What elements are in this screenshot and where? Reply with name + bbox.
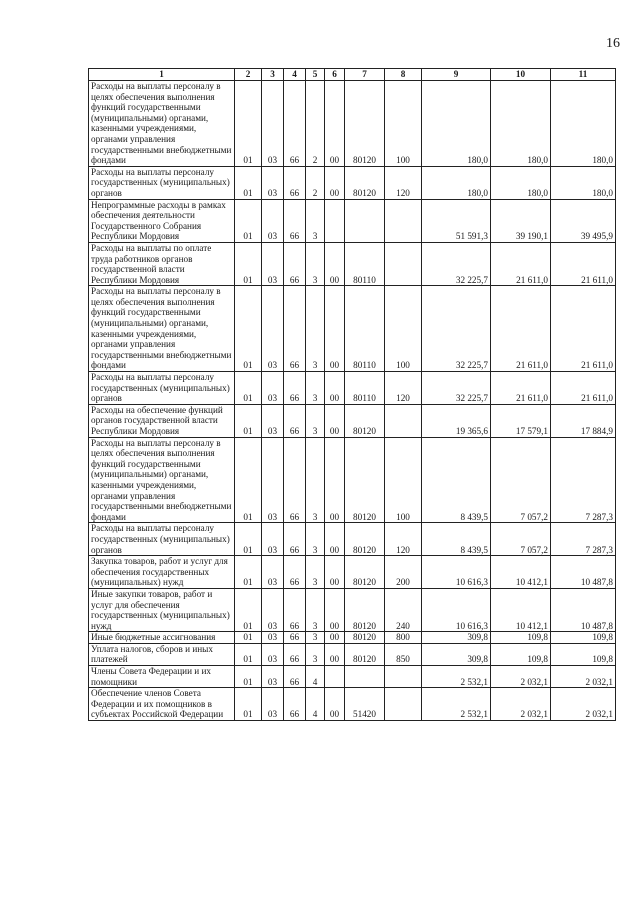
row-cell-c3: 03 — [262, 632, 284, 644]
row-cell-c8: 120 — [385, 372, 422, 405]
row-name-cell: Расходы на выплаты персоналу государственных (муниципальных) органов — [89, 372, 235, 405]
column-header-11: 11 — [551, 69, 616, 81]
row-cell-c2: 01 — [235, 242, 262, 285]
row-cell-c11: 10 487,8 — [551, 556, 616, 589]
row-cell-c4: 66 — [284, 523, 306, 556]
row-cell-c5: 3 — [306, 404, 325, 437]
row-cell-c9: 51 591,3 — [422, 199, 491, 242]
row-cell-c5: 3 — [306, 523, 325, 556]
row-cell-c3: 03 — [262, 666, 284, 688]
row-cell-c2: 01 — [235, 286, 262, 372]
row-cell-c7: 51420 — [345, 688, 385, 721]
row-cell-c10: 7 057,2 — [491, 437, 551, 523]
column-header-4: 4 — [284, 69, 306, 81]
row-cell-c10: 109,8 — [491, 632, 551, 644]
row-cell-c9: 10 616,3 — [422, 556, 491, 589]
row-cell-c2: 01 — [235, 556, 262, 589]
row-cell-c3: 03 — [262, 404, 284, 437]
row-cell-c6: 00 — [325, 688, 345, 721]
row-cell-c9: 32 225,7 — [422, 286, 491, 372]
row-cell-c4: 66 — [284, 242, 306, 285]
row-cell-c3: 03 — [262, 588, 284, 631]
row-cell-c3: 03 — [262, 372, 284, 405]
row-name-cell: Члены Совета Федерации и их помощники — [89, 666, 235, 688]
row-cell-c9: 309,8 — [422, 643, 491, 665]
row-name-cell: Непрограммные расходы в рамках обеспечения деятельности Государственного Собрания Республики Мордовия — [89, 199, 235, 242]
row-cell-c6: 00 — [325, 372, 345, 405]
table-row — [89, 404, 616, 437]
row-cell-c2: 01 — [235, 81, 262, 167]
row-cell-c5: 3 — [306, 588, 325, 631]
row-cell-c4: 66 — [284, 666, 306, 688]
row-cell-c10: 109,8 — [491, 643, 551, 665]
row-cell-c4: 66 — [284, 437, 306, 523]
row-cell-c7: 80120 — [345, 588, 385, 631]
row-cell-c4: 66 — [284, 286, 306, 372]
row-cell-c6: 00 — [325, 523, 345, 556]
row-cell-c10: 180,0 — [491, 166, 551, 199]
page-number: 16 — [606, 36, 620, 51]
row-cell-c9: 180,0 — [422, 81, 491, 167]
row-name-cell: Закупка товаров, работ и услуг для обеспечения государственных (муниципальных) нужд — [89, 556, 235, 589]
row-cell-c4: 66 — [284, 556, 306, 589]
row-cell-c11: 21 611,0 — [551, 372, 616, 405]
row-cell-c5: 4 — [306, 688, 325, 721]
row-cell-c10: 10 412,1 — [491, 556, 551, 589]
row-cell-c6: 00 — [325, 242, 345, 285]
row-cell-c3: 03 — [262, 81, 284, 167]
row-cell-c6: 00 — [325, 643, 345, 665]
row-name-cell: Расходы на выплаты персоналу в целях обеспечения выполнения функций государственными (муниципальными) органами, казенными учреждениями, органами управления государственными внебюджетными фондами — [89, 437, 235, 523]
column-header-7: 7 — [345, 69, 385, 81]
budget-table — [88, 68, 616, 721]
row-cell-c11: 2 032,1 — [551, 666, 616, 688]
row-cell-c11: 39 495,9 — [551, 199, 616, 242]
row-name-cell: Расходы на обеспечение функций органов государственной власти Республики Мордовия — [89, 404, 235, 437]
row-cell-c4: 66 — [284, 166, 306, 199]
table-row — [89, 688, 616, 721]
row-cell-c8: 100 — [385, 286, 422, 372]
row-cell-c7: 80120 — [345, 523, 385, 556]
row-cell-c8 — [385, 199, 422, 242]
row-cell-c4: 66 — [284, 372, 306, 405]
row-cell-c2: 01 — [235, 404, 262, 437]
row-cell-c6: 00 — [325, 632, 345, 644]
row-cell-c6: 00 — [325, 437, 345, 523]
row-cell-c3: 03 — [262, 643, 284, 665]
row-cell-c8: 100 — [385, 81, 422, 167]
row-cell-c4: 66 — [284, 81, 306, 167]
row-name-cell: Уплата налогов, сборов и иных платежей — [89, 643, 235, 665]
row-cell-c4: 66 — [284, 643, 306, 665]
row-cell-c5: 2 — [306, 81, 325, 167]
row-cell-c10: 2 032,1 — [491, 666, 551, 688]
row-cell-c2: 01 — [235, 523, 262, 556]
row-cell-c2: 01 — [235, 643, 262, 665]
row-cell-c8: 120 — [385, 166, 422, 199]
row-cell-c6: 00 — [325, 81, 345, 167]
row-cell-c3: 03 — [262, 523, 284, 556]
table-row — [89, 643, 616, 665]
row-cell-c8: 100 — [385, 437, 422, 523]
row-cell-c8: 240 — [385, 588, 422, 631]
row-cell-c5: 3 — [306, 643, 325, 665]
row-cell-c9: 2 532,1 — [422, 688, 491, 721]
row-cell-c3: 03 — [262, 688, 284, 721]
table-row — [89, 632, 616, 644]
row-cell-c6: 00 — [325, 588, 345, 631]
row-cell-c5: 3 — [306, 556, 325, 589]
column-header-6: 6 — [325, 69, 345, 81]
table-row — [89, 372, 616, 405]
row-cell-c4: 66 — [284, 199, 306, 242]
row-cell-c5: 3 — [306, 242, 325, 285]
row-cell-c11: 10 487,8 — [551, 588, 616, 631]
row-cell-c2: 01 — [235, 666, 262, 688]
row-cell-c3: 03 — [262, 437, 284, 523]
column-header-2: 2 — [235, 69, 262, 81]
row-cell-c10: 10 412,1 — [491, 588, 551, 631]
row-cell-c11: 2 032,1 — [551, 688, 616, 721]
row-cell-c10: 17 579,1 — [491, 404, 551, 437]
row-cell-c7: 80120 — [345, 437, 385, 523]
row-cell-c5: 3 — [306, 199, 325, 242]
table-row — [89, 588, 616, 631]
row-cell-c10: 21 611,0 — [491, 286, 551, 372]
row-cell-c7: 80120 — [345, 643, 385, 665]
row-cell-c11: 180,0 — [551, 166, 616, 199]
column-header-9: 9 — [422, 69, 491, 81]
row-cell-c9: 2 532,1 — [422, 666, 491, 688]
row-cell-c4: 66 — [284, 688, 306, 721]
row-cell-c9: 8 439,5 — [422, 437, 491, 523]
row-cell-c9: 10 616,3 — [422, 588, 491, 631]
row-cell-c6 — [325, 666, 345, 688]
row-cell-c11: 7 287,3 — [551, 437, 616, 523]
table-row — [89, 199, 616, 242]
row-cell-c2: 01 — [235, 588, 262, 631]
row-cell-c10: 7 057,2 — [491, 523, 551, 556]
row-cell-c9: 19 365,6 — [422, 404, 491, 437]
row-cell-c9: 32 225,7 — [422, 242, 491, 285]
table-row — [89, 666, 616, 688]
row-cell-c8 — [385, 688, 422, 721]
row-cell-c4: 66 — [284, 404, 306, 437]
row-cell-c5: 3 — [306, 437, 325, 523]
row-cell-c9: 180,0 — [422, 166, 491, 199]
row-cell-c7: 80120 — [345, 404, 385, 437]
table-row — [89, 81, 616, 167]
row-cell-c4: 66 — [284, 632, 306, 644]
row-cell-c11: 109,8 — [551, 643, 616, 665]
row-cell-c3: 03 — [262, 242, 284, 285]
row-cell-c3: 03 — [262, 286, 284, 372]
row-cell-c7 — [345, 199, 385, 242]
row-cell-c7: 80120 — [345, 556, 385, 589]
row-cell-c9: 309,8 — [422, 632, 491, 644]
row-cell-c11: 17 884,9 — [551, 404, 616, 437]
row-cell-c5: 3 — [306, 372, 325, 405]
row-name-cell: Расходы на выплаты персоналу в целях обеспечения выполнения функций государственными (муниципальными) органами, казенными учреждениями, органами управления государственными внебюджетными фондами — [89, 286, 235, 372]
row-cell-c3: 03 — [262, 199, 284, 242]
row-cell-c7 — [345, 666, 385, 688]
row-cell-c8: 800 — [385, 632, 422, 644]
row-cell-c5: 3 — [306, 632, 325, 644]
row-name-cell: Расходы на выплаты персоналу государственных (муниципальных) органов — [89, 166, 235, 199]
row-cell-c6 — [325, 199, 345, 242]
table-row — [89, 286, 616, 372]
row-cell-c6: 00 — [325, 166, 345, 199]
row-cell-c10: 39 190,1 — [491, 199, 551, 242]
row-cell-c11: 109,8 — [551, 632, 616, 644]
row-cell-c9: 8 439,5 — [422, 523, 491, 556]
row-cell-c8: 200 — [385, 556, 422, 589]
table-row — [89, 166, 616, 199]
row-cell-c10: 180,0 — [491, 81, 551, 167]
table-row — [89, 556, 616, 589]
row-cell-c11: 21 611,0 — [551, 286, 616, 372]
column-header-8: 8 — [385, 69, 422, 81]
row-cell-c8 — [385, 404, 422, 437]
column-header-5: 5 — [306, 69, 325, 81]
row-cell-c2: 01 — [235, 688, 262, 721]
column-header-10: 10 — [491, 69, 551, 81]
row-cell-c10: 21 611,0 — [491, 242, 551, 285]
row-cell-c6: 00 — [325, 286, 345, 372]
table-row — [89, 242, 616, 285]
row-cell-c9: 32 225,7 — [422, 372, 491, 405]
column-header-1: 1 — [89, 69, 235, 81]
row-cell-c7: 80120 — [345, 632, 385, 644]
row-cell-c3: 03 — [262, 556, 284, 589]
row-cell-c8: 120 — [385, 523, 422, 556]
column-header-3: 3 — [262, 69, 284, 81]
row-cell-c5: 3 — [306, 286, 325, 372]
row-cell-c6: 00 — [325, 404, 345, 437]
row-cell-c8 — [385, 666, 422, 688]
row-cell-c2: 01 — [235, 166, 262, 199]
row-cell-c11: 7 287,3 — [551, 523, 616, 556]
row-cell-c7: 80110 — [345, 286, 385, 372]
table-header-row — [89, 69, 616, 81]
row-cell-c7: 80110 — [345, 242, 385, 285]
row-name-cell: Иные бюджетные ассигнования — [89, 632, 235, 644]
row-cell-c7: 80120 — [345, 166, 385, 199]
row-cell-c11: 21 611,0 — [551, 242, 616, 285]
row-cell-c7: 80110 — [345, 372, 385, 405]
row-name-cell: Расходы на выплаты персоналу государственных (муниципальных) органов — [89, 523, 235, 556]
row-cell-c2: 01 — [235, 632, 262, 644]
row-cell-c6: 00 — [325, 556, 345, 589]
row-name-cell: Расходы на выплаты персоналу в целях обеспечения выполнения функций государственными (муниципальными) органами, казенными учреждениями, органами управления государственными внебюджетными фондами — [89, 81, 235, 167]
table-row — [89, 437, 616, 523]
row-cell-c5: 2 — [306, 166, 325, 199]
row-cell-c7: 80120 — [345, 81, 385, 167]
row-cell-c8: 850 — [385, 643, 422, 665]
row-cell-c4: 66 — [284, 588, 306, 631]
row-cell-c11: 180,0 — [551, 81, 616, 167]
row-name-cell: Иные закупки товаров, работ и услуг для обеспечения государственных (муниципальных) нужд — [89, 588, 235, 631]
row-cell-c8 — [385, 242, 422, 285]
row-cell-c5: 4 — [306, 666, 325, 688]
row-cell-c2: 01 — [235, 372, 262, 405]
row-cell-c10: 2 032,1 — [491, 688, 551, 721]
table-row — [89, 523, 616, 556]
row-cell-c10: 21 611,0 — [491, 372, 551, 405]
row-cell-c2: 01 — [235, 199, 262, 242]
row-cell-c2: 01 — [235, 437, 262, 523]
row-cell-c3: 03 — [262, 166, 284, 199]
row-name-cell: Обеспечение членов Совета Федерации и их помощников в субъектах Российской Федерации — [89, 688, 235, 721]
row-name-cell: Расходы на выплаты по оплате труда работников органов государственной власти Республики Мордовия — [89, 242, 235, 285]
